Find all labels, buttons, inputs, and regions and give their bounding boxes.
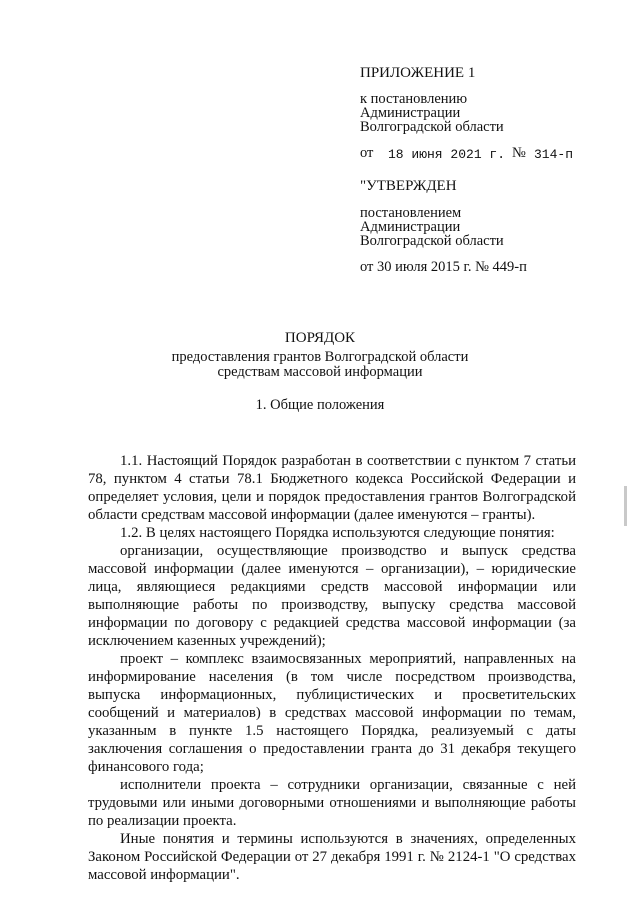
paragraph-other-terms: Иные понятия и термины используются в значениях, определенных Законом Российской Федерации от 27 декабря 1991 г. № 2124-1 "О средствах массовой информации". xyxy=(88,831,576,883)
document-title: ПОРЯДОК xyxy=(284,330,356,346)
appendix-line-3: Волгоградской области xyxy=(360,119,504,135)
approved-line-1: постановлением xyxy=(360,205,462,221)
approved-date-line: от 30 июля 2015 г. № 449-п xyxy=(360,259,527,275)
section-heading: 1. Общие положения xyxy=(255,397,385,413)
appendix-number-sign: № xyxy=(512,145,526,161)
appendix-ot-label: от xyxy=(360,145,374,161)
paragraph-project: проект – комплекс взаимосвязанных мероприятий, направленных на информирование населения (в том числе посредством производства, выпуска информационных, публицистических и просветительских сообщений и материалов) в средствах массовой информации по темам, указанным в пункте 1.5 настоящего Порядка, реализуемый с даты заключения соглашения о предоставлении гранта до 31 декабря текущего финансового года; xyxy=(88,651,576,775)
paragraph-organizations: организации, осуществляющие производство и выпуск средства массовой информации (далее именуются – организации), – юридические лица, являющиеся редакциями средств массовой информации или выполняющие работы по производству, выпуску средства массовой информации по договору с редакцией средства массовой информации (за исключением казенных учреждений); xyxy=(88,543,576,649)
approved-line-2: Администрации xyxy=(360,219,461,235)
appendix-number: 314-п xyxy=(534,147,574,162)
document-subtitle-1: предоставления грантов Волгоградской области xyxy=(171,349,469,365)
appendix-date: 18 июня 2021 г. xyxy=(388,147,506,162)
appendix-line-2: Администрации xyxy=(360,105,461,121)
approved-title: "УТВЕРЖДЕН xyxy=(360,178,457,194)
approved-line-3: Волгоградской области xyxy=(360,233,504,249)
document-subtitle-2: средствам массовой информации xyxy=(217,364,423,380)
document-body xyxy=(88,452,576,884)
appendix-title: ПРИЛОЖЕНИЕ 1 xyxy=(360,65,476,81)
paragraph-1-1: 1.1. Настоящий Порядок разработан в соответствии с пунктом 7 статьи 78, пунктом 4 статьи 78.1 Бюджетного кодекса Российской Федерации и определяет условия, цели и порядок предоставления грантов Волгоградской области средствам массовой информации (далее именуются – гранты). xyxy=(88,453,576,523)
scan-margin-mark xyxy=(624,486,627,526)
paragraph-1-2: 1.2. В целях настоящего Порядка используются следующие понятия: xyxy=(120,525,555,541)
paragraph-executors: исполнители проекта – сотрудники организации, связанные с ней трудовыми или иными договорными отношениями и выполняющие работы по реализации проекта. xyxy=(88,777,576,829)
appendix-line-1: к постановлению xyxy=(360,91,468,107)
